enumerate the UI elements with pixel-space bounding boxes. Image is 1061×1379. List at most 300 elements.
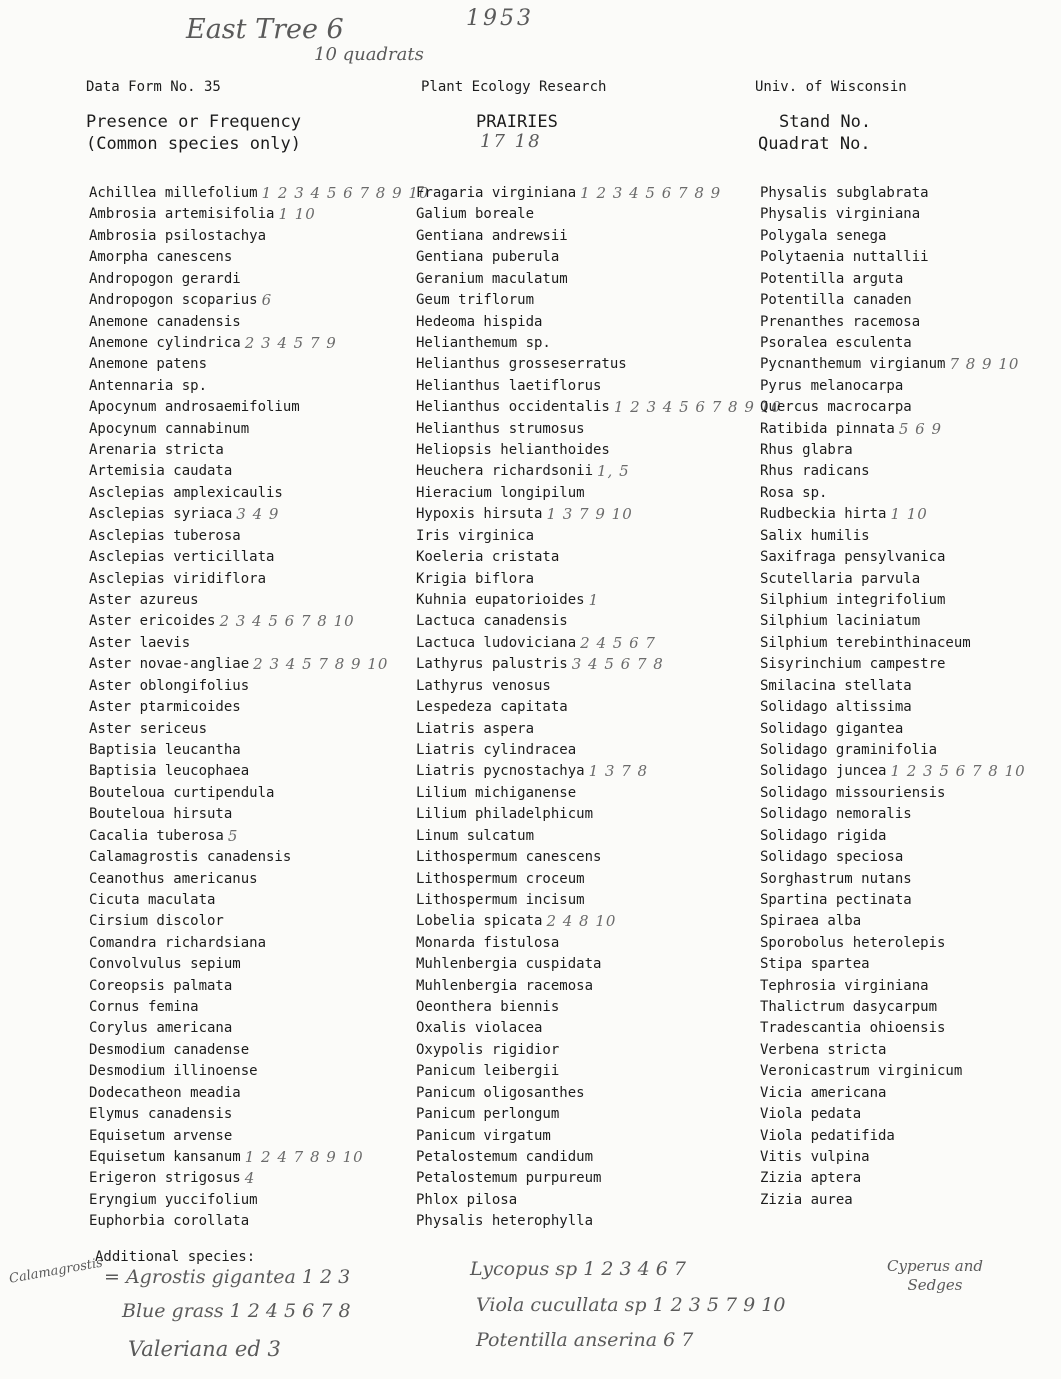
- quadrat-tally: 3 4 9: [236, 505, 280, 524]
- handwritten-year: 1953: [466, 6, 534, 31]
- species-row: [760, 761, 1026, 782]
- species-name: Ceanothus americanus: [89, 870, 258, 887]
- species-name: Stipa spartea: [760, 956, 870, 973]
- species-row: [89, 354, 429, 375]
- species-row: [416, 1083, 782, 1104]
- handwritten-cyperus: Cyperus and Sedges: [887, 1257, 983, 1294]
- species-name: Antennaria sp.: [89, 377, 208, 394]
- species-row: [760, 483, 1026, 504]
- species-name: Muhlenbergia cuspidata: [416, 956, 602, 973]
- species-name: Solidago rigida: [760, 827, 887, 844]
- species-name: Polygala senega: [760, 227, 887, 244]
- species-row: [89, 333, 429, 354]
- species-name: Solidago speciosa: [760, 849, 904, 866]
- species-row: [760, 847, 1026, 868]
- species-row: [89, 976, 429, 997]
- species-name: Rosa sp.: [760, 484, 828, 501]
- species-row: [760, 826, 1026, 847]
- handwritten-agrostis: = Agrostis gigantea 1 2 3: [104, 1266, 351, 1288]
- species-name: Solidago missouriensis: [760, 784, 946, 801]
- species-row: [89, 504, 429, 525]
- species-name: Andropogon scoparius: [89, 292, 258, 309]
- species-row: [89, 290, 429, 311]
- species-name: Aster ericoides: [89, 613, 216, 630]
- species-name: Hieracium longipilum: [416, 484, 585, 501]
- species-row: [760, 783, 1026, 804]
- species-row: [89, 676, 429, 697]
- species-row: [89, 1061, 429, 1082]
- species-row: [89, 1168, 429, 1189]
- species-name: Lilium michiganense: [416, 784, 577, 801]
- university: Univ. of Wisconsin: [755, 79, 907, 95]
- species-name: Rhus glabra: [760, 442, 853, 459]
- species-name: Solidago gigantea: [760, 720, 904, 737]
- species-name: Lithospermum canescens: [416, 849, 602, 866]
- quadrat-tally: 1 3 7 8: [588, 762, 649, 781]
- species-name: Anemone canadensis: [89, 313, 241, 330]
- species-name: Koeleria cristata: [416, 549, 560, 566]
- species-name: Corylus americana: [89, 1020, 233, 1037]
- organization: Plant Ecology Research: [421, 79, 607, 95]
- species-name: Lespedeza capitata: [416, 699, 568, 716]
- species-name: Baptisia leucophaea: [89, 763, 250, 780]
- species-row: [89, 1211, 429, 1232]
- species-name: Rhus radicans: [760, 463, 870, 480]
- species-row: [89, 526, 429, 547]
- species-row: [416, 654, 782, 675]
- species-name: Saxifraga pensylvanica: [760, 549, 946, 566]
- species-name: Solidago nemoralis: [760, 806, 912, 823]
- species-row: [416, 869, 782, 890]
- species-row: [760, 526, 1026, 547]
- species-row: [89, 440, 429, 461]
- species-name: Tradescantia ohioensis: [760, 1020, 946, 1037]
- species-row: [89, 183, 429, 204]
- species-name: Lactuca canadensis: [416, 613, 568, 630]
- species-name: Elymus canadensis: [89, 1106, 233, 1123]
- species-name: Bouteloua hirsuta: [89, 806, 233, 823]
- species-name: Aster sericeus: [89, 720, 208, 737]
- species-row: [89, 569, 429, 590]
- species-row: [89, 204, 429, 225]
- species-name: Erigeron strigosus: [89, 1170, 241, 1187]
- species-name: Baptisia leucantha: [89, 741, 241, 758]
- species-row: [416, 269, 782, 290]
- species-name: Artemisia caudata: [89, 463, 233, 480]
- species-row: [760, 611, 1026, 632]
- species-name: Aster oblongifolius: [89, 677, 250, 694]
- species-name: Ambrosia artemisifolia: [89, 206, 275, 223]
- species-name: Petalostemum candidum: [416, 1148, 594, 1165]
- species-row: [416, 804, 782, 825]
- species-row: [416, 226, 782, 247]
- species-row: [89, 740, 429, 761]
- quadrat-tally: 5: [227, 826, 239, 845]
- species-name: Asclepias syriaca: [89, 506, 233, 523]
- species-name: Coreopsis palmata: [89, 977, 233, 994]
- species-row: [760, 247, 1026, 268]
- quadrat-tally: 1 2 3 4 5 6 7 8 9 10: [261, 184, 430, 202]
- species-row: [416, 997, 782, 1018]
- species-row: [416, 976, 782, 997]
- species-name: Equisetum arvense: [89, 1127, 233, 1144]
- species-name: Potentilla canaden: [760, 292, 912, 309]
- species-name: Physalis virginiana: [760, 206, 921, 223]
- species-row: [760, 719, 1026, 740]
- species-row: [416, 419, 782, 440]
- species-name: Pyrus melanocarpa: [760, 377, 904, 394]
- species-row: [416, 397, 782, 418]
- prairies-heading: PRAIRIES: [476, 112, 558, 132]
- species-name: Silphium laciniatum: [760, 613, 921, 630]
- species-name: Cacalia tuberosa: [89, 827, 224, 844]
- handwritten-valeriana: Valeriana ed 3: [128, 1337, 281, 1361]
- species-name: Aster azureus: [89, 592, 199, 609]
- species-row: [760, 440, 1026, 461]
- species-row: [760, 397, 1026, 418]
- species-row: [416, 1147, 782, 1168]
- species-row: [416, 719, 782, 740]
- stand-number: Stand No.: [779, 112, 872, 132]
- species-name: Vitis vulpina: [760, 1148, 870, 1165]
- species-row: [89, 719, 429, 740]
- species-row: [416, 847, 782, 868]
- species-row: [760, 1061, 1026, 1082]
- species-name: Lathyrus venosus: [416, 677, 551, 694]
- species-row: [760, 804, 1026, 825]
- handwritten-potentilla: Potentilla anserina 6 7: [476, 1329, 694, 1351]
- species-row: [416, 526, 782, 547]
- handwritten-quadrats: 10 quadrats: [314, 44, 424, 65]
- species-row: [416, 740, 782, 761]
- species-name: Spiraea alba: [760, 913, 862, 930]
- species-row: [89, 847, 429, 868]
- species-row: [89, 590, 429, 611]
- species-row: [89, 312, 429, 333]
- species-row: [760, 226, 1026, 247]
- species-row: [760, 654, 1026, 675]
- species-name: Tephrosia virginiana: [760, 977, 929, 994]
- species-row: [89, 783, 429, 804]
- species-name: Oeonthera biennis: [416, 999, 560, 1016]
- species-row: [416, 183, 782, 204]
- species-row: [760, 933, 1026, 954]
- species-name: Krigia biflora: [416, 570, 535, 587]
- species-row: [89, 1190, 429, 1211]
- species-name: Hedeoma hispida: [416, 313, 543, 330]
- species-row: [416, 1104, 782, 1125]
- species-row: [416, 1211, 782, 1232]
- species-row: [416, 890, 782, 911]
- species-row: [760, 1104, 1026, 1125]
- species-row: [89, 933, 429, 954]
- species-name: Verbena stricta: [760, 1041, 887, 1058]
- species-name: Potentilla arguta: [760, 270, 904, 287]
- species-name: Aster ptarmicoides: [89, 699, 241, 716]
- quadrat-tally: 1 10: [278, 205, 316, 224]
- species-name: Helianthus laetiflorus: [416, 377, 602, 394]
- species-row: [89, 611, 429, 632]
- species-name: Arenaria stricta: [89, 442, 224, 459]
- quadrat-tally: 5 6 9: [898, 419, 943, 438]
- species-row: [89, 269, 429, 290]
- species-row: [760, 547, 1026, 568]
- species-name: Euphorbia corollata: [89, 1213, 250, 1230]
- species-column-3: [760, 183, 1026, 1211]
- species-row: [760, 204, 1026, 225]
- species-row: [89, 911, 429, 932]
- species-row: [416, 440, 782, 461]
- species-row: [416, 204, 782, 225]
- species-name: Achillea millefolium: [89, 185, 258, 201]
- species-row: [416, 483, 782, 504]
- species-name: Kuhnia eupatorioides: [416, 592, 585, 609]
- quadrat-tally: 1 2 4 7 8 9 10: [244, 1147, 364, 1166]
- species-row: [89, 761, 429, 782]
- species-name: Galium boreale: [416, 206, 535, 223]
- species-name: Solidago graminifolia: [760, 741, 938, 758]
- species-name: Lithospermum croceum: [416, 870, 585, 887]
- species-row: [416, 933, 782, 954]
- species-row: [89, 247, 429, 268]
- species-row: [416, 697, 782, 718]
- species-name: Monarda fistulosa: [416, 934, 560, 951]
- species-name: Lathyrus palustris: [416, 656, 568, 673]
- species-name: Petalostemum purpureum: [416, 1170, 602, 1187]
- species-row: [416, 333, 782, 354]
- species-name: Silphium terebinthinaceum: [760, 634, 971, 651]
- species-row: [89, 869, 429, 890]
- species-name: Veronicastrum virginicum: [760, 1063, 963, 1080]
- species-row: [416, 1018, 782, 1039]
- species-name: Asclepias amplexicaulis: [89, 484, 283, 501]
- species-row: [416, 611, 782, 632]
- quadrat-tally: 1 10: [890, 505, 928, 524]
- species-row: [416, 1126, 782, 1147]
- species-name: Gentiana puberula: [416, 249, 560, 266]
- species-name: Cornus femina: [89, 999, 199, 1016]
- species-row: [760, 504, 1026, 525]
- species-row: [89, 633, 429, 654]
- species-row: [89, 1104, 429, 1125]
- species-name: Geranium maculatum: [416, 270, 568, 287]
- species-row: [760, 269, 1026, 290]
- species-name: Lithospermum incisum: [416, 891, 585, 908]
- species-row: [760, 312, 1026, 333]
- species-name: Sorghastrum nutans: [760, 870, 912, 887]
- species-name: Lactuca ludoviciana: [416, 634, 577, 651]
- species-name: Zizia aurea: [760, 1191, 853, 1208]
- species-name: Gentiana andrewsii: [416, 227, 568, 244]
- species-name: Equisetum kansanum: [89, 1148, 241, 1165]
- species-name: Asclepias viridiflora: [89, 570, 267, 587]
- species-name: Aster laevis: [89, 634, 191, 651]
- species-name: Lobelia spicata: [416, 913, 543, 930]
- species-row: [89, 397, 429, 418]
- species-name: Andropogon gerardi: [89, 270, 241, 287]
- species-name: Panicum oligosanthes: [416, 1084, 585, 1101]
- handwritten-bluegrass: Blue grass 1 2 4 5 6 7 8: [122, 1300, 351, 1322]
- species-row: [89, 483, 429, 504]
- species-row: [89, 1126, 429, 1147]
- presence-line-2: (Common species only): [86, 134, 301, 154]
- species-name: Muhlenbergia racemosa: [416, 977, 594, 994]
- quadrat-tally: 2 4 8 10: [546, 912, 617, 931]
- quadrat-tally: 2 3 4 5 7 9: [244, 333, 337, 352]
- species-name: Phlox pilosa: [416, 1191, 518, 1208]
- species-row: [760, 569, 1026, 590]
- species-row: [760, 633, 1026, 654]
- handwritten-viola: Viola cucullata sp 1 2 3 5 7 9 10: [476, 1294, 786, 1316]
- species-name: Thalictrum dasycarpum: [760, 999, 938, 1016]
- quadrat-tally: 1 2 3 4 5 6 7 8 9: [580, 184, 722, 202]
- species-name: Panicum virgatum: [416, 1127, 551, 1144]
- species-row: [760, 869, 1026, 890]
- species-row: [760, 333, 1026, 354]
- species-name: Zizia aptera: [760, 1170, 862, 1187]
- species-row: [760, 419, 1026, 440]
- quadrat-tally: 2 3 4 5 7 8 9 10: [253, 655, 389, 674]
- handwritten-title: East Tree 6: [186, 14, 344, 45]
- species-name: Panicum perlongum: [416, 1106, 560, 1123]
- species-name: Vicia americana: [760, 1084, 887, 1101]
- quadrat-tally: 4: [244, 1169, 256, 1188]
- species-name: Calamagrostis canadensis: [89, 849, 292, 866]
- species-name: Spartina pectinata: [760, 891, 912, 908]
- species-name: Dodecatheon meadia: [89, 1084, 241, 1101]
- species-name: Helianthemum sp.: [416, 334, 551, 351]
- species-row: [416, 826, 782, 847]
- quadrat-number: Quadrat No.: [758, 134, 871, 154]
- species-name: Cirsium discolor: [89, 913, 224, 930]
- species-name: Iris virginica: [416, 527, 535, 544]
- species-name: Viola pedata: [760, 1106, 862, 1123]
- quadrat-tally: 7 8 9 10: [949, 355, 1020, 374]
- species-row: [416, 504, 782, 525]
- species-row: [760, 911, 1026, 932]
- species-row: [416, 290, 782, 311]
- species-row: [760, 290, 1026, 311]
- species-row: [760, 354, 1026, 375]
- species-name: Solidago juncea: [760, 763, 887, 780]
- species-name: Bouteloua curtipendula: [89, 784, 275, 801]
- species-row: [760, 376, 1026, 397]
- species-row: [416, 1168, 782, 1189]
- species-name: Anemone patens: [89, 356, 208, 373]
- species-name: Cicuta maculata: [89, 891, 216, 908]
- species-name: Helianthus occidentalis: [416, 399, 610, 416]
- species-row: [416, 247, 782, 268]
- species-name: Quercus macrocarpa: [760, 399, 912, 416]
- species-name: Comandra richardsiana: [89, 934, 267, 951]
- quadrat-tally: 1 2 3 5 6 7 8 10: [890, 762, 1026, 781]
- species-name: Liatris pycnostachya: [416, 763, 585, 780]
- species-name: Psoralea esculenta: [760, 334, 912, 351]
- species-row: [416, 312, 782, 333]
- species-name: Aster novae-angliae: [89, 656, 250, 673]
- species-row: [760, 1040, 1026, 1061]
- species-name: Apocynum androsaemifolium: [89, 399, 300, 416]
- species-row: [416, 1061, 782, 1082]
- species-row: [416, 376, 782, 397]
- species-name: Panicum leibergii: [416, 1063, 560, 1080]
- species-row: [760, 1147, 1026, 1168]
- species-row: [89, 1147, 429, 1168]
- species-row: [760, 740, 1026, 761]
- species-name: Apocynum cannabinum: [89, 420, 250, 437]
- species-row: [89, 461, 429, 482]
- species-row: [760, 1168, 1026, 1189]
- quadrat-tally: 1 2 3 4 5 6 7 8 9 10: [613, 398, 782, 417]
- species-row: [760, 1190, 1026, 1211]
- species-name: Helianthus strumosus: [416, 420, 585, 437]
- species-row: [89, 654, 429, 675]
- species-row: [760, 954, 1026, 975]
- species-name: Silphium integrifolium: [760, 592, 946, 609]
- species-name: Anemone cylindrica: [89, 334, 241, 351]
- species-row: [89, 1083, 429, 1104]
- species-column-1: [89, 183, 429, 1233]
- species-row: [89, 419, 429, 440]
- additional-species-label: Additional species:: [95, 1249, 256, 1265]
- species-row: [416, 761, 782, 782]
- species-name: Oxalis violacea: [416, 1020, 543, 1037]
- species-name: Liatris cylindracea: [416, 741, 577, 758]
- species-row: [760, 997, 1026, 1018]
- species-name: Salix humilis: [760, 527, 870, 544]
- species-name: Asclepias verticillata: [89, 549, 275, 566]
- species-name: Desmodium canadense: [89, 1041, 250, 1058]
- species-row: [416, 547, 782, 568]
- species-row: [89, 1040, 429, 1061]
- species-row: [760, 1083, 1026, 1104]
- species-name: Solidago altissima: [760, 699, 912, 716]
- quadrat-tally: 1 3 7 9 10: [546, 505, 633, 524]
- species-row: [760, 461, 1026, 482]
- species-row: [416, 590, 782, 611]
- species-row: [89, 697, 429, 718]
- species-row: [89, 226, 429, 247]
- species-row: [416, 783, 782, 804]
- species-row: [89, 826, 429, 847]
- species-name: Asclepias tuberosa: [89, 527, 241, 544]
- species-row: [760, 890, 1026, 911]
- species-row: [760, 697, 1026, 718]
- handwritten-calamagrostis: Calamagrostis: [8, 1255, 104, 1287]
- species-row: [760, 676, 1026, 697]
- quadrat-tally: 2 4 5 6 7: [580, 633, 656, 652]
- quadrat-tally: 1, 5: [597, 462, 630, 481]
- species-name: Scutellaria parvula: [760, 570, 921, 587]
- species-row: [89, 954, 429, 975]
- species-row: [760, 183, 1026, 204]
- species-name: Desmodium illinoense: [89, 1063, 258, 1080]
- form-number: Data Form No. 35: [86, 79, 221, 95]
- species-name: Helianthus grosseserratus: [416, 356, 627, 373]
- species-name: Hypoxis hirsuta: [416, 506, 543, 523]
- quadrat-tally: 1: [588, 591, 600, 610]
- species-row: [416, 1190, 782, 1211]
- presence-line-1: Presence or Frequency: [86, 112, 301, 132]
- species-name: Geum triflorum: [416, 292, 535, 309]
- species-column-2: [416, 183, 782, 1233]
- species-row: [89, 997, 429, 1018]
- species-row: [89, 1018, 429, 1039]
- species-row: [89, 804, 429, 825]
- species-name: Heliopsis helianthoides: [416, 442, 610, 459]
- species-row: [760, 976, 1026, 997]
- species-row: [416, 569, 782, 590]
